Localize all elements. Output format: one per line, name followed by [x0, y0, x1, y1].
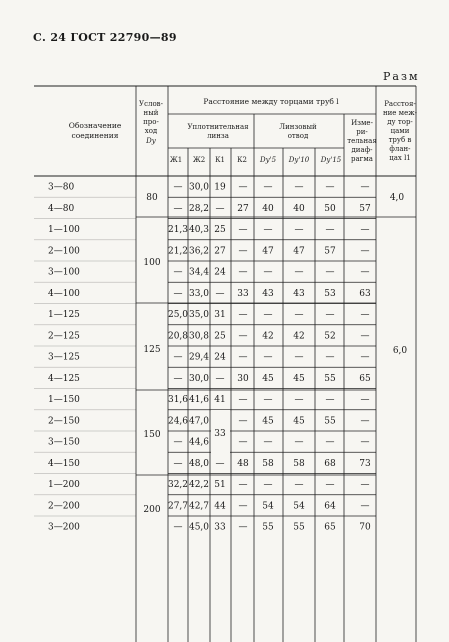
- col-dn-l1: Услов-: [139, 100, 163, 108]
- col-k2: К2: [237, 156, 247, 164]
- cell-zh1: —: [173, 182, 183, 193]
- right-header: Разм: [383, 70, 420, 83]
- cell-zh2: 41,6: [188, 395, 210, 406]
- cell-dy5: 45: [262, 416, 274, 427]
- cell-dy10: 45: [293, 373, 305, 384]
- cell-diaphragm: —: [360, 182, 370, 193]
- col-distance-group: Расстояние между торцами труб l: [203, 97, 339, 106]
- cell-diaphragm: —: [360, 352, 370, 363]
- cell-k1: —: [215, 203, 225, 214]
- cell-dy5: 58: [262, 458, 274, 469]
- col-sealing-lens-l1: Уплотнительная: [187, 123, 249, 131]
- col-dy15: Dу'15: [320, 156, 342, 164]
- cell-dy10: 40: [293, 203, 305, 214]
- cell-zh1: —: [173, 352, 183, 363]
- cell-dy15: 50: [324, 203, 336, 214]
- col-diaphragm-l4: диаф-: [351, 146, 373, 154]
- cell-zh2: 48,0: [188, 458, 210, 469]
- cell-zh1: —: [173, 373, 183, 384]
- table-rows: [48, 183, 371, 533]
- cell-zh1: —: [173, 522, 183, 533]
- cell-zh1: 21,3: [167, 225, 189, 236]
- cell-dy10: —: [294, 352, 304, 363]
- cell-k2: —: [238, 246, 248, 257]
- cell-zh2: 47,0: [188, 416, 210, 427]
- k1-merged-150: 33: [214, 429, 226, 439]
- table-row: [48, 353, 370, 363]
- cell-dy10: 55: [293, 522, 305, 533]
- table-row: [48, 331, 370, 341]
- cell-zh1: —: [173, 267, 183, 278]
- col-dn-header: [139, 100, 164, 145]
- cell-zh1: 27,7: [167, 501, 189, 512]
- dn-group-labels: [143, 193, 160, 515]
- cell-k1: 41: [214, 395, 226, 406]
- l1-value-80: 4,0: [389, 193, 405, 203]
- table-row: [48, 310, 370, 320]
- col-zh2: Ж2: [192, 156, 206, 164]
- cell-k2: —: [238, 437, 248, 448]
- table-row: [48, 289, 371, 299]
- cell-zh2: 42,2: [188, 480, 210, 491]
- dn-100: 100: [143, 258, 161, 268]
- l1-value-rest: 6,0: [392, 346, 408, 356]
- cell-zh1: 24,6: [167, 416, 189, 427]
- col-k1: К1: [215, 156, 225, 164]
- cell-dy10: 47: [293, 246, 305, 257]
- col-zh1: Ж1: [169, 156, 183, 164]
- table-row: [48, 395, 370, 405]
- cell-zh2: 45,0: [188, 522, 210, 533]
- col-flange-l6: флан-: [389, 145, 411, 153]
- row-designation: 1—150: [48, 395, 80, 406]
- cell-k2: —: [238, 352, 248, 363]
- col-lens-bend-l2: отвод: [287, 132, 309, 140]
- cell-k2: —: [238, 480, 248, 491]
- row-designation: 4—80: [48, 203, 75, 214]
- cell-k1: 25: [214, 331, 226, 342]
- cell-dy5: —: [263, 437, 273, 448]
- row-designation: 2—125: [48, 331, 80, 342]
- cell-zh1: 25,0: [167, 310, 189, 321]
- cell-dy5: 45: [262, 373, 274, 384]
- cell-dy10: —: [294, 310, 304, 321]
- cell-dy10: —: [294, 182, 304, 193]
- cell-zh1: 21,2: [167, 246, 189, 257]
- row-designation: 3—200: [48, 522, 80, 533]
- row-designation: 2—200: [48, 501, 80, 512]
- col-lens-bend-l1: Линзовый: [279, 123, 317, 131]
- cell-dy10: —: [294, 395, 304, 406]
- cell-zh2: 35,0: [188, 310, 210, 321]
- row-designation: 1—100: [48, 225, 80, 236]
- table-row: [48, 183, 370, 193]
- cell-zh1: —: [173, 203, 183, 214]
- cell-k1: 31: [214, 310, 226, 321]
- row-designation: 1—125: [48, 310, 80, 321]
- cell-k1: 44: [214, 501, 226, 512]
- cell-dy15: 65: [324, 522, 336, 533]
- cell-zh1: —: [173, 458, 183, 469]
- col-sealing-lens-l2: линза: [207, 132, 229, 140]
- cell-zh2: 34,4: [188, 267, 210, 278]
- row-designation: 4—150: [48, 458, 80, 469]
- cell-diaphragm: 63: [359, 288, 371, 299]
- table-row: [48, 246, 370, 256]
- cell-k1: 51: [214, 480, 226, 491]
- cell-k2: —: [238, 331, 248, 342]
- cell-k2: —: [238, 501, 248, 512]
- cell-zh1: —: [173, 437, 183, 448]
- cell-dy5: —: [263, 182, 273, 193]
- cell-dy15: 68: [324, 458, 336, 469]
- row-designation: 1—200: [48, 480, 80, 491]
- cell-k1: 27: [214, 246, 226, 257]
- cell-zh2: 33,0: [188, 288, 210, 299]
- col-diaphragm-l1: Изме-: [351, 119, 373, 127]
- cell-k2: 48: [237, 458, 249, 469]
- cell-zh1: 20,8: [167, 331, 189, 342]
- cell-dy5: 42: [262, 331, 274, 342]
- cell-zh2: 42,7: [188, 501, 210, 512]
- cell-k1: 24: [214, 352, 226, 363]
- table-grid: [34, 86, 416, 642]
- page-header: С. 24 ГОСТ 22790—89: [33, 31, 177, 44]
- cell-dy5: —: [263, 225, 273, 236]
- table-row: [48, 204, 371, 214]
- cell-dy5: —: [263, 352, 273, 363]
- cell-diaphragm: —: [360, 310, 370, 321]
- col-diaphragm-l3: тельная: [347, 137, 377, 145]
- table-row: [48, 480, 370, 490]
- col-flange-l3: ду тор-: [387, 118, 413, 126]
- row-designation: 3—125: [48, 352, 80, 363]
- cell-dy15: 57: [324, 246, 336, 257]
- col-dn-l4: ход: [144, 127, 158, 135]
- col-dy5: Dу'5: [259, 156, 277, 164]
- cell-k1: —: [215, 373, 225, 384]
- row-designation: 4—100: [48, 288, 80, 299]
- row-designation: 3—100: [48, 267, 80, 278]
- cell-dy5: —: [263, 267, 273, 278]
- cell-k2: —: [238, 310, 248, 321]
- cell-dy10: 54: [293, 501, 305, 512]
- cell-k2: 27: [237, 203, 249, 214]
- cell-dy15: 52: [324, 331, 336, 342]
- col-dy10: Dу'10: [288, 156, 310, 164]
- cell-zh2: 30,8: [188, 331, 210, 342]
- cell-dy15: —: [325, 267, 335, 278]
- row-designation: 3—150: [48, 437, 80, 448]
- cell-zh2: 40,3: [188, 225, 210, 236]
- cell-dy10: —: [294, 480, 304, 491]
- cell-dy10: 42: [293, 331, 305, 342]
- table-row: [48, 523, 371, 533]
- cell-diaphragm: —: [360, 437, 370, 448]
- cell-dy15: 55: [324, 416, 336, 427]
- col-dn-l3: про-: [143, 118, 159, 126]
- cell-k1: 25: [214, 225, 226, 236]
- cell-k2: —: [238, 267, 248, 278]
- cell-dy15: —: [325, 480, 335, 491]
- cell-k1: 19: [214, 182, 226, 193]
- col-flange-l2: ние меж-: [382, 109, 418, 117]
- cell-diaphragm: —: [360, 225, 370, 236]
- row-designation: 2—150: [48, 416, 80, 427]
- col-dn-l2: ный: [143, 109, 159, 117]
- cell-diaphragm: —: [360, 331, 370, 342]
- cell-dy10: 43: [293, 288, 305, 299]
- cell-diaphragm: 57: [359, 203, 371, 214]
- col-designation-line1: Обозначение: [68, 121, 122, 130]
- cell-zh2: 30,0: [188, 182, 210, 193]
- cell-k2: —: [238, 522, 248, 533]
- cell-dy10: 58: [293, 458, 305, 469]
- col-diaphragm-header: [347, 119, 377, 163]
- cell-zh1: 32,2: [167, 480, 189, 491]
- cell-k2: —: [238, 416, 248, 427]
- cell-k2: —: [238, 182, 248, 193]
- cell-dy10: —: [294, 437, 304, 448]
- table-row: [48, 416, 370, 426]
- cell-zh2: 28,2: [188, 203, 210, 214]
- col-flange-l4: цами: [390, 127, 410, 135]
- cell-k2: —: [238, 225, 248, 236]
- cell-zh2: 29,4: [188, 352, 210, 363]
- cell-k2: 33: [237, 288, 249, 299]
- cell-diaphragm: 73: [359, 458, 371, 469]
- cell-dy5: —: [263, 395, 273, 406]
- table-row: [48, 501, 370, 511]
- table-row: [48, 268, 370, 278]
- cell-dy15: —: [325, 310, 335, 321]
- dn-200: 200: [143, 505, 161, 515]
- cell-diaphragm: —: [360, 395, 370, 406]
- row-designation: 4—125: [48, 373, 80, 384]
- table-row: [48, 225, 370, 235]
- cell-k1: 33: [214, 522, 226, 533]
- cell-k1: —: [215, 288, 225, 299]
- cell-diaphragm: —: [360, 267, 370, 278]
- cell-diaphragm: —: [360, 416, 370, 427]
- col-dn-l5: Dу: [146, 137, 156, 145]
- cell-zh1: —: [173, 288, 183, 299]
- cell-zh2: 30,0: [188, 373, 210, 384]
- cell-dy15: —: [325, 437, 335, 448]
- cell-diaphragm: —: [360, 501, 370, 512]
- cell-dy15: —: [325, 225, 335, 236]
- col-flange-header: [383, 100, 418, 162]
- cell-dy10: —: [294, 267, 304, 278]
- cell-dy15: —: [325, 395, 335, 406]
- cell-dy15: —: [325, 182, 335, 193]
- cell-diaphragm: —: [360, 480, 370, 491]
- table-row: [48, 374, 371, 384]
- cell-k2: —: [238, 395, 248, 406]
- cell-k1: 24: [214, 267, 226, 278]
- cell-diaphragm: 70: [359, 522, 371, 533]
- col-diaphragm-l5: рагма: [351, 155, 373, 163]
- dn-80: 80: [146, 193, 158, 203]
- cell-dy5: 55: [262, 522, 274, 533]
- table-row: [48, 459, 371, 469]
- cell-dy15: 53: [324, 288, 336, 299]
- cell-dy5: 40: [262, 203, 274, 214]
- cell-dy10: —: [294, 225, 304, 236]
- cell-zh2: 36,2: [188, 246, 210, 257]
- subheader-row: [170, 156, 342, 164]
- cell-dy15: 64: [324, 501, 336, 512]
- col-flange-l7: цах l1: [389, 154, 411, 162]
- col-flange-l1: Расстоя-: [384, 100, 416, 108]
- cell-dy5: 43: [262, 288, 274, 299]
- cell-dy5: 47: [262, 246, 274, 257]
- cell-k1: —: [215, 458, 225, 469]
- col-diaphragm-l2: ри-: [356, 128, 368, 136]
- cell-diaphragm: —: [360, 246, 370, 257]
- cell-dy5: 54: [262, 501, 274, 512]
- cell-dy15: 55: [324, 373, 336, 384]
- cell-k2: 30: [237, 373, 249, 384]
- cell-dy15: —: [325, 352, 335, 363]
- cell-zh2: 44,6: [188, 437, 210, 448]
- dn-125: 125: [143, 345, 161, 355]
- table-row: [48, 438, 370, 448]
- dn-150: 150: [143, 430, 161, 440]
- cell-diaphragm: 65: [359, 373, 371, 384]
- cell-dy5: —: [263, 480, 273, 491]
- cell-dy5: —: [263, 310, 273, 321]
- cell-dy10: 45: [293, 416, 305, 427]
- row-designation: 3—80: [48, 182, 75, 193]
- cell-zh1: 31,6: [167, 395, 189, 406]
- col-designation-line2: соединения: [71, 131, 119, 140]
- col-flange-l5: труб в: [388, 136, 412, 144]
- row-designation: 2—100: [48, 246, 80, 257]
